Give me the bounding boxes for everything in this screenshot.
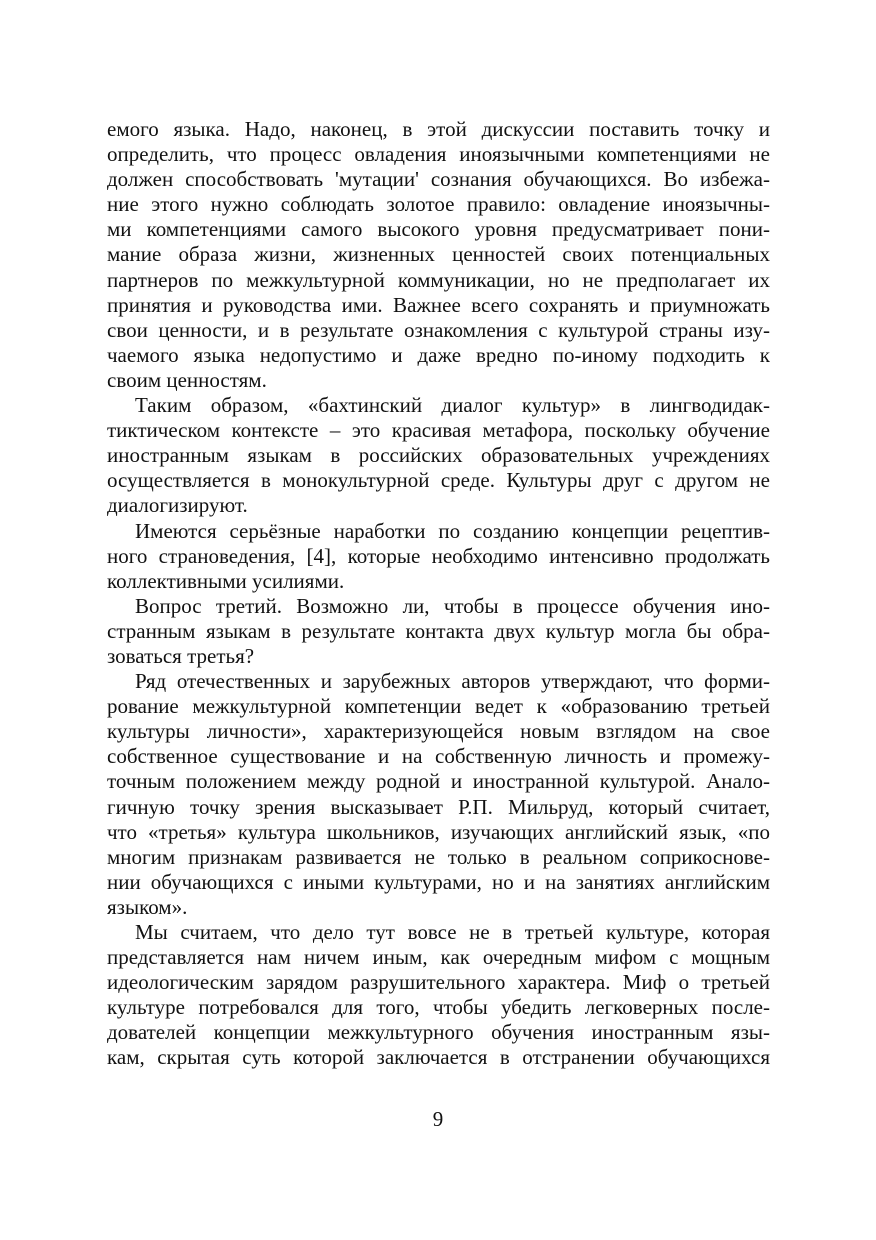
text-line: мание образа жизни, жизненных ценностей своих потенциальных — [107, 242, 770, 267]
paragraph — [107, 393, 770, 518]
text-line: тиктическом контексте – это красивая метафора, поскольку обучение — [107, 418, 770, 443]
text-line: кам, скрытая суть которой заключается в отстранении обучающихся — [107, 1045, 770, 1070]
text-line: диалогизируют. — [107, 493, 248, 518]
page-number: 9 — [432, 1107, 444, 1131]
text-line: принятия и руководства ими. Важнее всего сохранять и приумножать — [107, 292, 770, 317]
text-line: представляется нам ничем иным, как очередным мифом с мощным — [107, 945, 770, 970]
text-line: ного страноведения, [4], которые необходимо интенсивно продолжать — [107, 543, 770, 568]
text-line: должен способствовать 'мутации' сознания обучающихся. Во избежа- — [107, 167, 770, 192]
text-line: ми компетенциями самого высокого уровня предусматривает пони- — [107, 217, 770, 242]
text-line: языком». — [107, 894, 188, 919]
text-line: определить, что процесс овладения иноязычными компетенциями не — [107, 142, 770, 167]
text-line: осуществляется в монокультурной среде. Культуры друг с другом не — [107, 468, 770, 493]
text-line: странным языкам в результате контакта двух культур могла бы обра- — [107, 618, 770, 643]
text-line: Ряд отечественных и зарубежных авторов утверждают, что форми- — [135, 669, 770, 694]
paragraph — [107, 519, 770, 594]
text-line: партнеров по межкультурной коммуникации, но не предполагает их — [107, 267, 770, 292]
paragraph — [107, 594, 770, 669]
text-line: своим ценностям. — [107, 367, 267, 392]
text-line: Таким образом, «бахтинский диалог культур» в лингводидак- — [135, 393, 770, 418]
text-line: нии обучающихся с иными культурами, но и на занятиях английским — [107, 869, 770, 894]
text-line: ние этого нужно соблюдать золотое правило: овладение иноязычны- — [107, 192, 770, 217]
paragraph — [107, 117, 770, 393]
text-line: культуре потребовался для того, чтобы убедить легковерных после- — [107, 995, 770, 1020]
text-line: Мы считаем, что дело тут вовсе не в третьей культуре, которая — [135, 920, 770, 944]
text-line: идеологическим зарядом разрушительного характера. Миф о третьей — [107, 970, 770, 995]
body-text — [107, 117, 770, 1071]
text-line: рование межкультурной компетенции ведет к «образованию третьей — [107, 694, 770, 719]
text-line: дователей концепции межкультурного обучения иностранным язы- — [107, 1020, 770, 1045]
text-line: собственное существование и на собственную личность и промежу- — [107, 744, 770, 769]
paragraph — [107, 669, 770, 920]
text-line: иностранным языкам в российских образовательных учреждениях — [107, 443, 770, 468]
text-line: точным положением между родной и иностранной культурой. Анало- — [107, 769, 770, 794]
paragraph — [107, 920, 770, 1071]
text-line: Вопрос третий. Возможно ли, чтобы в процессе обучения ино- — [135, 593, 770, 618]
text-line: многим признакам развивается не только в реальном соприкоснове- — [107, 844, 770, 869]
text-line: Имеются серьёзные наработки по созданию концепции рецептив- — [135, 518, 770, 543]
text-line: свои ценности, и в результате ознакомления с культурой страны изу- — [107, 317, 770, 342]
text-line: гичную точку зрения высказывает Р.П. Мильруд, который считает, — [107, 794, 770, 819]
text-line: культуры личности», характеризующейся новым взглядом на свое — [107, 719, 770, 744]
text-line: коллективными усилиями. — [107, 568, 345, 593]
text-line: чаемого языка недопустимо и даже вредно по-иному подходить к — [107, 342, 770, 367]
text-line: емого языка. Надо, наконец, в этой дискуссии поставить точку и — [107, 117, 770, 141]
text-line: зоваться третья? — [107, 643, 255, 668]
text-line: что «третья» культура школьников, изучающих английский язык, «по — [107, 819, 770, 844]
